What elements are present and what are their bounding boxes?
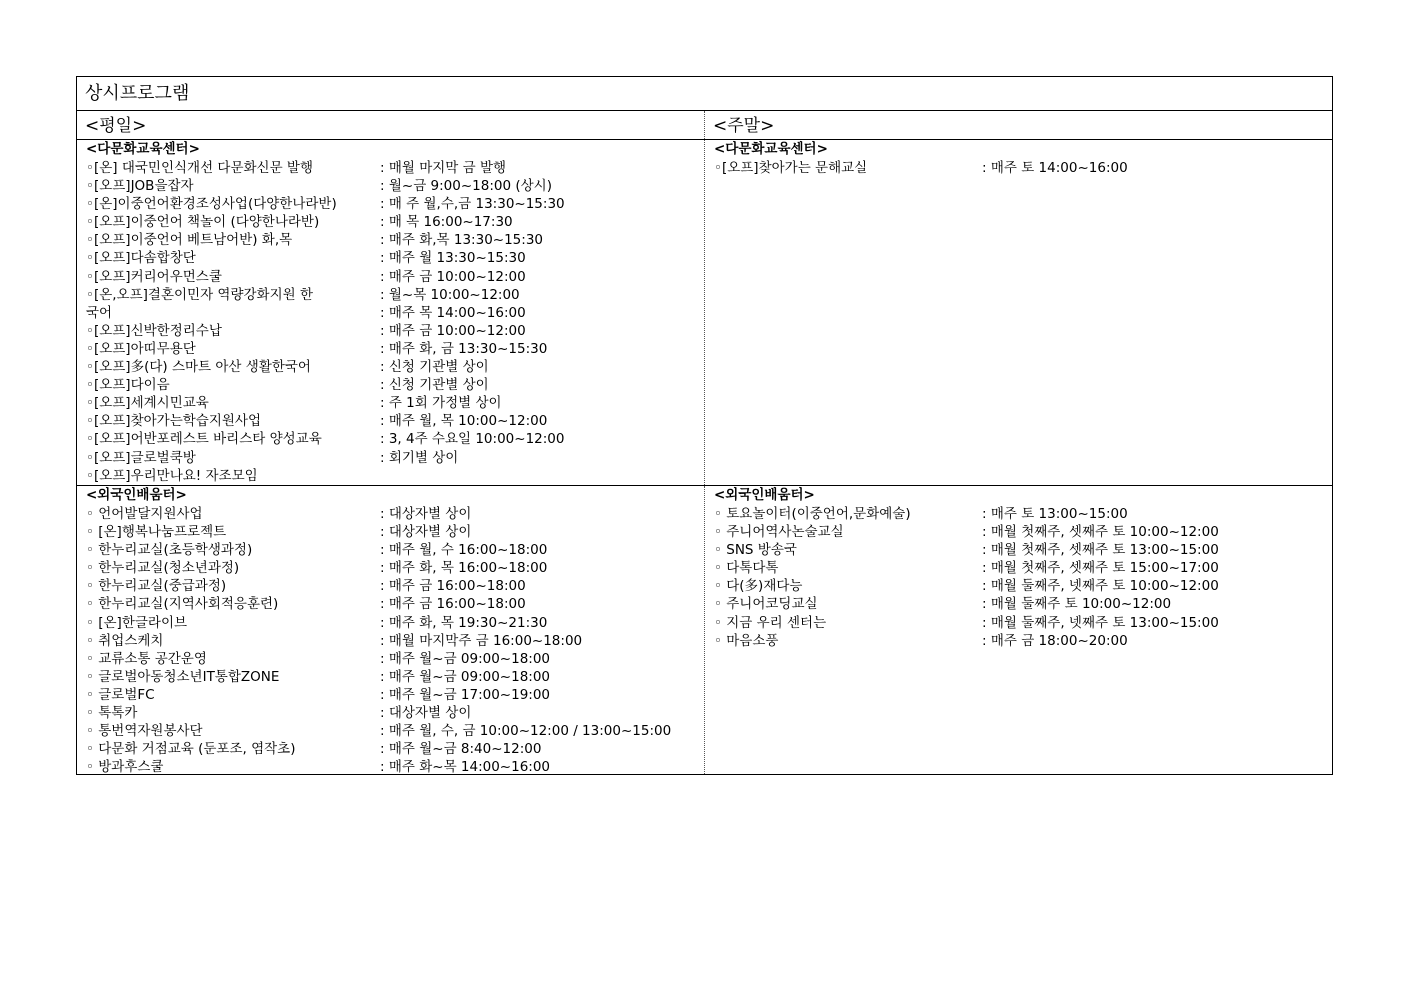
program-schedule: : 매주 월, 수, 금 10:00~12:00 / 13:00~15:00	[380, 723, 672, 740]
program-schedule: : 매주 금 18:00~20:00	[982, 632, 1128, 649]
program-schedule: : 매월 첫째주, 셋째주 토 13:00~15:00	[982, 542, 1219, 559]
program-row	[86, 358, 704, 376]
program-row	[86, 159, 704, 177]
program-row	[86, 213, 704, 231]
program-row	[86, 686, 704, 704]
program-row	[86, 195, 704, 213]
program-name: ◦[오프]아띠무용단	[86, 340, 196, 357]
program-schedule: : 대상자별 상이	[380, 524, 472, 541]
program-row	[714, 577, 1332, 595]
weekend-header: <주말>	[713, 116, 775, 136]
program-name: ◦[오프]JOB을잡자	[86, 178, 194, 195]
program-row	[86, 394, 704, 412]
program-name: ◦ [온]행복나눔프로젝트	[86, 524, 227, 541]
program-row	[86, 650, 704, 668]
program-row	[714, 505, 1332, 523]
program-schedule: : 매주 화~목 14:00~16:00	[380, 759, 551, 776]
program-row	[714, 523, 1332, 541]
multicultural-center-row	[77, 140, 1332, 486]
table-title: 상시프로그램	[77, 77, 1332, 111]
program-schedule: : 매주 월~금 17:00~19:00	[380, 686, 551, 703]
program-schedule: : 매주 금 16:00~18:00	[380, 596, 526, 613]
program-row	[714, 595, 1332, 613]
weekend-center-cell	[705, 140, 1332, 485]
program-row	[86, 559, 704, 577]
program-schedule: : 대상자별 상이	[380, 705, 472, 722]
program-row	[86, 722, 704, 740]
section-title: <외국인배움터>	[714, 487, 815, 503]
program-row	[86, 430, 704, 448]
program-name: ◦ 다(多)재다능	[714, 578, 803, 595]
program-name: ◦ 주니어코딩교실	[714, 596, 818, 613]
program-schedule: : 매주 월 13:30~15:30	[380, 250, 526, 267]
program-schedule: : 매월 마지막 금 발행	[380, 160, 507, 176]
program-name: ◦ 한누리교실(초등학생과정)	[86, 542, 253, 559]
program-schedule: : 매주 목 14:00~16:00	[380, 304, 526, 321]
program-name: ◦ 한누리교실(중급과정)	[86, 578, 227, 595]
program-row	[86, 668, 704, 686]
program-schedule: : 매주 토 13:00~15:00	[982, 506, 1128, 522]
program-row	[86, 412, 704, 430]
program-row	[714, 541, 1332, 559]
program-name: ◦[오프]글로벌쿡방	[86, 449, 196, 466]
program-row	[86, 614, 704, 632]
program-schedule: : 매주 월~금 09:00~18:00	[380, 668, 551, 685]
program-schedule: : 매 목 16:00~17:30	[380, 214, 513, 231]
program-row	[714, 614, 1332, 632]
program-schedule: : 매월 둘째주, 넷째주 토 10:00~12:00	[982, 578, 1219, 595]
program-schedule: : 매주 금 10:00~12:00	[380, 268, 526, 285]
section-title: <다문화교육센터>	[714, 141, 828, 157]
program-row	[86, 632, 704, 650]
weekday-header: <평일>	[77, 111, 705, 139]
section-title: <다문화교육센터>	[86, 141, 200, 157]
program-schedule: : 매주 월~금 09:00~18:00	[380, 650, 551, 667]
program-row	[86, 322, 704, 340]
program-row	[86, 704, 704, 722]
program-name: ◦ 글로벌아동청소년IT통합ZONE	[86, 668, 280, 685]
program-name: ◦[오프]커리어우먼스쿨	[86, 268, 222, 285]
program-row	[86, 505, 704, 523]
program-row	[86, 268, 704, 286]
program-name: 국어	[86, 304, 113, 321]
program-schedule: : 매주 화,목 13:30~15:30	[380, 232, 543, 249]
program-schedule: : 매주 월, 수 16:00~18:00	[380, 542, 548, 559]
program-name: ◦[오프]찾아가는학습지원사업	[86, 413, 261, 430]
program-name: ◦[오프]우리만나요! 자조모임	[86, 467, 258, 484]
program-name: ◦ 취업스케치	[86, 632, 164, 649]
program-row	[714, 632, 1332, 650]
program-name: ◦ 다톡다톡	[714, 560, 779, 577]
program-row	[86, 577, 704, 595]
program-name: ◦ 토요놀이터(이중언어,문화예술)	[714, 506, 911, 522]
program-row	[86, 595, 704, 613]
program-name: ◦ 마음소풍	[714, 632, 779, 649]
program-name: ◦[오프]다이음	[86, 377, 170, 394]
program-name: ◦[온]이중언어환경조성사업(다양한나라반)	[86, 196, 337, 213]
program-schedule: : 신청 기관별 상이	[380, 359, 489, 376]
program-name: ◦ 언어발달지원사업	[86, 506, 203, 522]
program-name: ◦ 톡톡카	[86, 705, 138, 722]
weekday-center-cell	[77, 140, 705, 485]
program-schedule: : 매주 화, 목 16:00~18:00	[380, 560, 548, 577]
program-name: ◦[오프]세계시민교육	[86, 395, 209, 412]
program-schedule: : 매주 월~금 8:40~12:00	[380, 741, 542, 758]
program-schedule: : 매주 화, 목 19:30~21:30	[380, 614, 548, 631]
program-name: ◦ 지금 우리 센터는	[714, 614, 827, 631]
program-schedule: : 회기별 상이	[380, 449, 459, 466]
column-header-row	[77, 111, 1332, 140]
program-name: ◦ 통번역자원봉사단	[86, 723, 203, 740]
program-schedule: : 주 1회 가정별 상이	[380, 395, 502, 412]
program-name: ◦[오프]이중언어 책놀이 (다양한나라반)	[86, 214, 320, 231]
program-name: ◦[오프]이중언어 베트남어반) 화,목	[86, 232, 293, 249]
program-schedule: : 3, 4주 수요일 10:00~12:00	[380, 431, 565, 448]
program-schedule: : 매주 금 10:00~12:00	[380, 322, 526, 339]
program-name: ◦[온,오프]결혼이민자 역량강화지원 한	[86, 286, 313, 303]
program-schedule: : 매월 둘째주 토 10:00~12:00	[982, 596, 1172, 613]
program-row	[86, 340, 704, 358]
weekend-foreign-cell	[705, 486, 1332, 774]
program-name: ◦ 주니어역사논술교실	[714, 524, 844, 541]
program-row	[86, 231, 704, 249]
weekday-foreign-cell	[77, 486, 705, 774]
program-name: ◦[오프]多(다) 스마트 아산 생활한국어	[86, 359, 311, 376]
program-name: ◦ 한누리교실(지역사회적응훈련)	[86, 596, 279, 613]
program-schedule: : 매주 금 16:00~18:00	[380, 578, 526, 595]
program-schedule: : 매주 토 14:00~16:00	[982, 160, 1128, 176]
program-name: ◦ 다문화 거점교육 (둔포조, 염작초)	[86, 741, 296, 758]
program-row	[86, 541, 704, 559]
program-row	[714, 559, 1332, 577]
program-schedule: : 매월 마지막주 금 16:00~18:00	[380, 632, 583, 649]
program-schedule: : 월~금 9:00~18:00 (상시)	[380, 178, 552, 195]
program-schedule: : 매월 첫째주, 셋째주 토 15:00~17:00	[982, 560, 1219, 577]
program-row	[86, 467, 704, 485]
program-name: ◦ 방과후스쿨	[86, 759, 164, 776]
program-name: ◦[오프]찾아가는 문해교실	[714, 160, 868, 176]
program-row	[714, 159, 1332, 177]
section-title: <외국인배움터>	[86, 487, 187, 503]
program-schedule: : 매주 월, 목 10:00~12:00	[380, 413, 548, 430]
program-table	[76, 76, 1333, 775]
program-name: ◦ 글로벌FC	[86, 686, 155, 703]
program-name: ◦[오프]신박한정리수납	[86, 322, 222, 339]
program-schedule: : 매월 둘째주, 넷째주 토 13:00~15:00	[982, 614, 1219, 631]
program-name: ◦ 교류소통 공간운영	[86, 650, 207, 667]
program-schedule: : 대상자별 상이	[380, 506, 472, 522]
program-schedule: : 월~목 10:00~12:00	[380, 286, 520, 303]
program-name: ◦[오프]어반포레스트 바리스타 양성교육	[86, 431, 322, 448]
program-row	[86, 449, 704, 467]
program-schedule: : 매 주 월,수,금 13:30~15:30	[380, 196, 565, 213]
program-row	[86, 286, 704, 304]
program-schedule: : 매월 첫째주, 셋째주 토 10:00~12:00	[982, 524, 1219, 541]
program-row	[86, 376, 704, 394]
program-name: ◦[오프]다솜합창단	[86, 250, 196, 267]
program-name: ◦ 한누리교실(청소년과정)	[86, 560, 240, 577]
program-row	[86, 177, 704, 195]
foreigner-learning-row	[77, 486, 1332, 774]
program-name: ◦ SNS 방송국	[714, 542, 797, 559]
program-schedule: : 매주 화, 금 13:30~15:30	[380, 340, 548, 357]
program-row	[86, 249, 704, 267]
program-row	[86, 523, 704, 541]
program-row	[86, 740, 704, 758]
program-row	[86, 758, 704, 776]
program-row	[86, 304, 704, 322]
program-name: ◦ [온]한글라이브	[86, 614, 188, 631]
program-name: ◦[온] 대국민인식개선 다문화신문 발행	[86, 160, 313, 176]
program-schedule: : 신청 기관별 상이	[380, 377, 489, 394]
